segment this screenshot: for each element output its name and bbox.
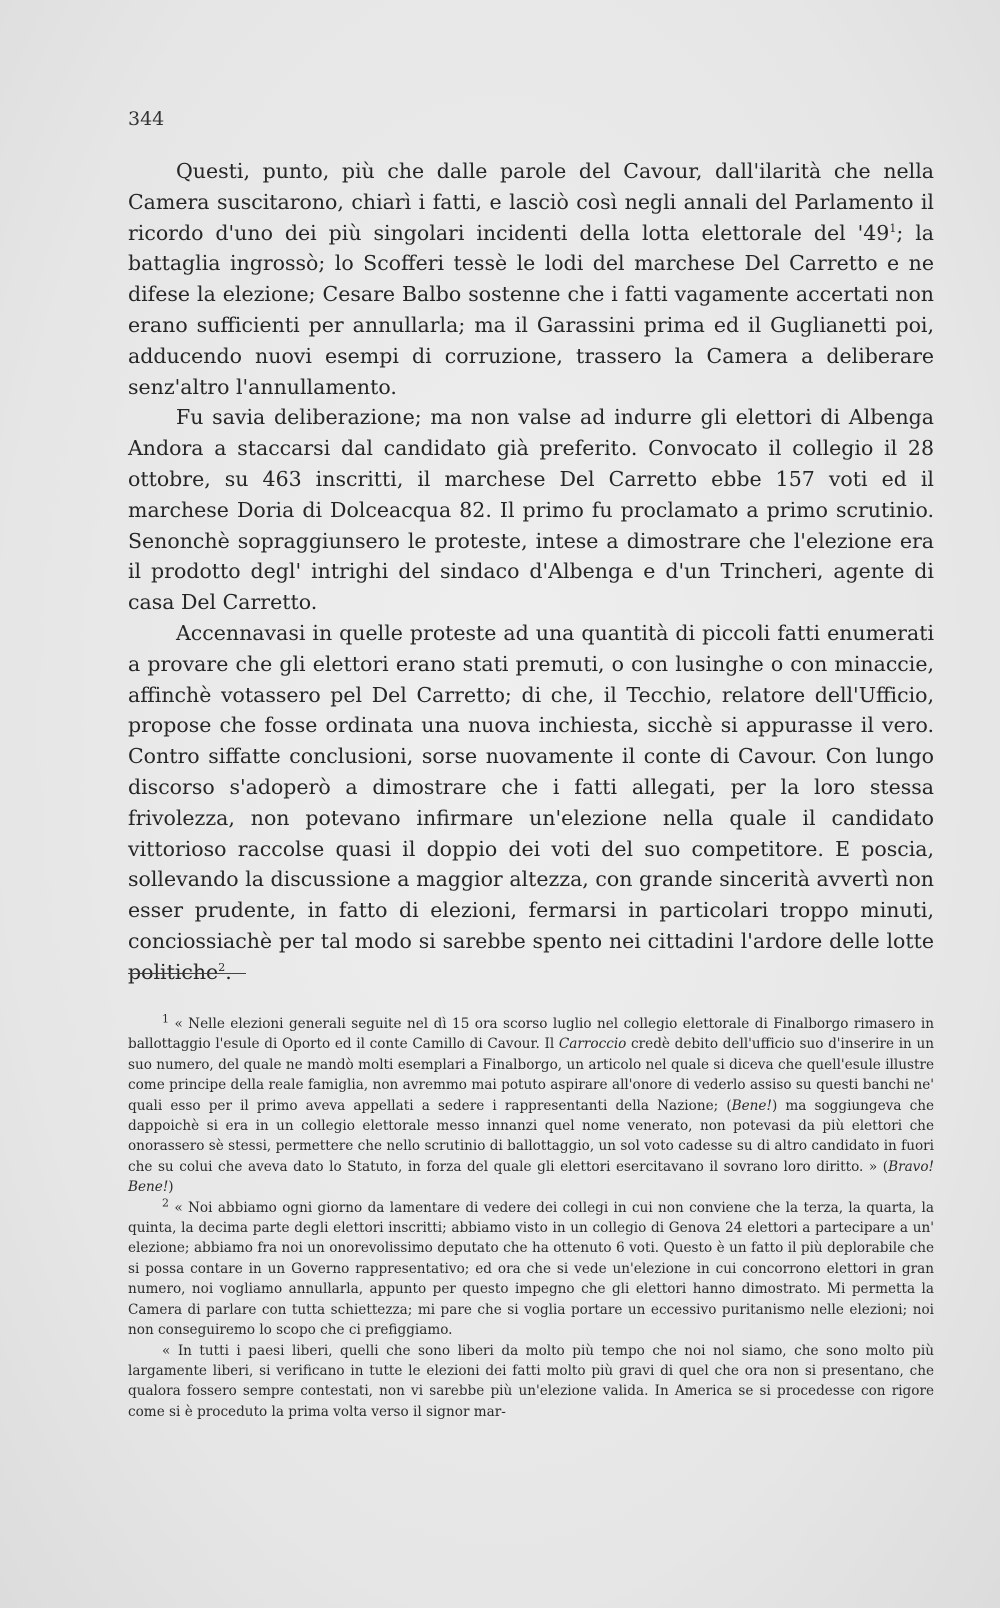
footnote-ref-1: 1: [889, 221, 897, 235]
footnote-2: [128, 1198, 934, 1341]
footnotes: [128, 1014, 934, 1422]
paragraph-3-text-a: Accennavasi in quelle proteste ad una quantità di piccoli fatti enumerati a provare che gli elettori erano stati premuti, o con lusinghe o con minaccie, affinchè votassero pel Del Carretto; di che, il Tecchio, relatore dell'Ufficio, propose che fosse ordinata una nuova inchiesta, sicchè si appurasse il vero. Contro siffatte conclusioni, sorse nuovamente il conte di Cavour. Con lungo discorso s'adoperò a dimostrare che i fatti allegati, per la loro stessa frivolezza, non potevano infirmare un'elezione nella quale il candidato vittorioso raccolse quasi il doppio dei voti del suo competitore. E poscia, sollevando la discussione a maggior altezza, con grande sincerità avvertì non esser prudente, in fatto di elezioni, fermarsi in particolari troppo minuti, conciossiachè per tal modo si sarebbe spento nei cittadini l'ardore delle lotte politiche: [128, 620, 934, 984]
footnote-1: [128, 1014, 934, 1198]
main-text: [128, 156, 934, 988]
footnote-ref-2: 2: [218, 960, 226, 974]
footnote-1-bene: Bene!: [731, 1097, 772, 1114]
footnote-2-number: 2: [162, 1196, 169, 1210]
footnote-2-text-a: « Noi abbiamo ogni giorno da lamentare di vedere dei collegi in cui non conviene che la terza, la quarta, la quinta, la decima parte degli elettori inscritti; abbiamo visto in un collegio di Genova 24 elettori a partecipare a un' elezione; abbiamo fra noi un onorevolissimo deputato che ha ottenuto 6 voti. Questo è un fatto il più deplorabile che si possa contare in un Governo rappresentativo; ed ora che si vede un'elezione in cui concorrono elettori in gran numero, noi vogliamo annullarla, appunto per questo impegno che gli elettori hanno dimostrato. Mi permetta la Camera di parlare con tutta schiettezza; mi pare che si voglia portare un eccessivo puritanismo nelle elezioni; noi non conseguiremo lo scopo che ci prefiggiamo.: [128, 1199, 934, 1339]
footnote-1-text-a: « Nelle elezioni generali seguite nel dì 15 ora scorso luglio nel collegio elettorale di Finalborgo rimasero in ballottaggio l'esule di Oporto ed il conte Camillo di Cavour. Il: [128, 1016, 934, 1053]
paragraph-2: Fu savia deliberazione; ma non valse ad indurre gli elettori di Albenga Andora a staccarsi dal candidato già preferito. Convocato il collegio il 28 ottobre, su 463 inscritti, il marchese Del Carretto ebbe 157 voti ed il marchese Doria di Dolceacqua 82. Il primo fu proclamato a primo scrutinio. Senonchè sopraggiunsero le proteste, intese a dimostrare che l'elezione era il prodotto degl' intrighi del sindaco d'Albenga e d'un Trincheri, agente di casa Del Carretto.: [128, 405, 934, 615]
footnote-1-text-c: ) ma soggiungeva che dappoichè si era in un collegio elettorale messo innanzi quel nome venerato, non potevasi da più elettori che onorassero sè stessi, permettere che nello scrutinio di ballottaggio, un sol voto cadesse su di altro candidato in fuori che su colui che aveva dato lo Statuto, in forza del quale gli elettori esercitavano il sovrano loro diritto. » (: [128, 1097, 934, 1175]
footnote-1-bravo: Bravo! Bene!: [128, 1158, 934, 1196]
footnote-2-continued: « In tutti i paesi liberi, quelli che sono liberi da molto più tempo che noi nol siamo, che sono molto più largamente liberi, si verificano in tutte le elezioni dei fatti molto più gravi di quel che ora non si presentano, che qualora fossero sempre contestati, non vi sarebbe più un'elezione valida. In America se si procedesse con rigore come si è proceduto la prima volta verso il signor mar-: [128, 1342, 934, 1420]
footnote-1-text-d: ): [168, 1179, 174, 1196]
paragraph-3-text-b: .: [225, 959, 232, 984]
paragraph-1-text-a: Questi, punto, più che dalle parole del Cavour, dall'ilarità che nella Camera suscitarono, chiarì i fatti, e lasciò così negli annali del Parlamento il ricordo d'uno dei più singolari incidenti della lotta elettorale del '49: [128, 159, 934, 245]
footnote-1-carroccio: Carroccio: [558, 1036, 627, 1053]
page-number: 344: [128, 108, 165, 130]
paragraph-1: [128, 156, 934, 402]
paragraph-1-text-b: ; la battaglia ingrossò; lo Scofferi tessè le lodi del marchese Del Carretto e ne difese la elezione; Cesare Balbo sostenne che i fatti vagamente accertati non erano sufficienti per annullarla; ma il Garassini prima ed il Guglianetti poi, adducendo nuovi esempi di corruzione, trassero la Camera a deliberare senz'altro l'annullamento.: [128, 220, 934, 399]
footnote-1-number: 1: [162, 1012, 169, 1026]
paragraph-3: [128, 618, 934, 988]
footnote-1-text-b: credè debito dell'ufficio suo d'inserire in un suo numero, del quale ne mandò molti esemplari a Finalborgo, un articolo nel quale si diceva che quell'esule illustre come principe della reale famiglia, non avremmo mai potuto aspirare all'onore di vederlo assiso su questi banchi ne' quali esso per il primo aveva appellati a sedere i rappresentanti della Nazione; (: [128, 1036, 934, 1114]
footnote-separator: [128, 973, 246, 974]
